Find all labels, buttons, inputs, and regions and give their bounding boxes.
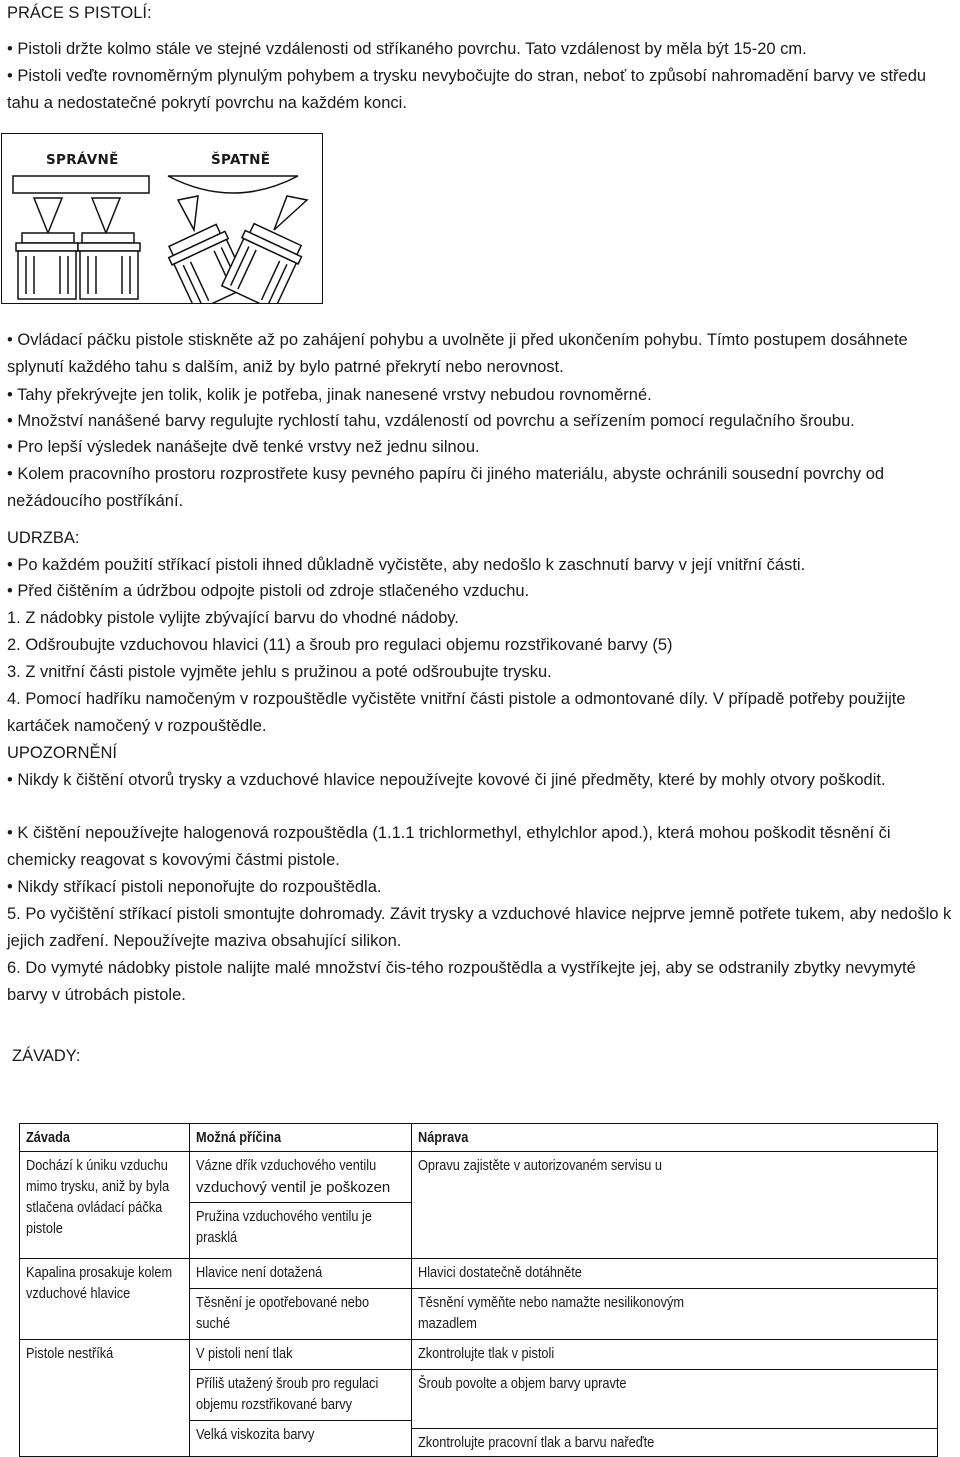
table-row — [20, 1259, 938, 1340]
spray-illustration — [2, 134, 322, 303]
intro-bullet-2: • Pistoli veďte rovnoměrným plynulým pohybem a trysku nevybočujte do stran, neboť to způsobí nahromadění barvy ve středu tahu a nedostatečné pokrytí povrchu na každém konci. — [7, 67, 927, 112]
header-remedy: Náprava — [412, 1124, 938, 1152]
row1-cause: Vázne dřík vzduchového ventilu vzduchový ventil je poškozen Pružina vzduchového ventilu je prasklá — [190, 1152, 412, 1259]
warning-1: • Nikdy k čištění otvorů trysky a vzduchové hlavice nepoužívejte kovové či jiné předměty, které by mohly otvory poškodit. — [7, 771, 886, 789]
intro-bullet-1: • Pistoli držte kolmo stále ve stejné vzdálenosti od stříkaného povrchu. Tato vzdálenost by měla být 15-20 cm. — [7, 40, 807, 58]
gun-wrong-right — [220, 221, 306, 303]
tip-1: • Ovládací páčku pistole stiskněte až po zahájení pohybu a uvolněte ji před ukončením pohybu. Tímto postupem dosáhnete splynutí každého tahu s dalším, aniž by bylo patrné překrytí nebo nerovnost. — [7, 331, 908, 376]
row3-defect: Pistole nestříká — [20, 1340, 190, 1457]
correct-label: SPRÁVNĚ — [46, 152, 119, 168]
row1-remedy: Opravu zajistěte v autorizovaném servisu u — [412, 1152, 938, 1259]
page-heading: PRÁCE S PISTOLÍ: — [7, 4, 152, 22]
header-cause: Možná příčina — [190, 1124, 412, 1152]
tip-4: • Pro lepší výsledek nanášejte dvě tenké vrstvy než jednu silnou. — [7, 438, 480, 456]
step-5: 5. Po vyčištění stříkací pistoli smontujte dohromady. Závit trysky a vzduchové hlavice nejprve jemně potřete tukem, aby nedošlo k jejich zadření. Nepoužívejte maziva obsahující silikon. — [7, 905, 952, 950]
maintenance-step-4: 4. Pomocí hadříku namočeným v rozpouštědle vyčistěte vnitřní části pistole a odmontované díly. V případě potřeby použijte kartáček namočený v rozpouštědle. — [7, 690, 906, 735]
row3-remedy: Zkontrolujte tlak v pistoli Šroub povolte a objem barvy upravte Zkontrolujte pracovní tlak a barvu nařeďte — [412, 1340, 938, 1457]
table-row — [20, 1152, 938, 1259]
defects-heading: ZÁVADY: — [12, 1047, 81, 1065]
gun-correct-left — [16, 233, 78, 299]
tip-3: • Množství nanášené barvy regulujte rychlostí tahu, vzdáleností od povrchu a seřízením pomocí regulačního šroubu. — [7, 412, 855, 430]
warning-2: • K čištění nepoužívejte halogenová rozpouštědla (1.1.1 trichlormethyl, ethylchlor apod.), která mohou poškodit těsnění či chemicky reagovat s kovovými částmi pistole. — [7, 824, 891, 869]
row2-cause: Hlavice není dotažená Těsnění je opotřebované nebo suché — [190, 1259, 412, 1340]
tip-5: • Kolem pracovního prostoru rozprostřete kusy pevného papíru či jiného materiálu, abyste ochránili sousední povrchy od nežádoucího postříkání. — [7, 465, 885, 510]
maintenance-2: • Před čištěním a údržbou odpojte pistoli od zdroje stlačeného vzduchu. — [7, 582, 530, 600]
step-6: 6. Do vymyté nádobky pistole nalijte malé množství čis-tého rozpouštědla a vystříkejte jej, aby se odstranily zbytky nevymyté barvy v útrobách pistole. — [7, 959, 916, 1004]
maintenance-step-2: 2. Odšroubujte vzduchovou hlavici (11) a šroub pro regulaci objemu rozstřikované barvy (5) — [7, 636, 673, 654]
warning-3: • Nikdy stříkací pistoli neponořujte do rozpouštědla. — [7, 878, 382, 896]
maintenance-heading: UDRZBA: — [7, 529, 80, 547]
row3-cause: V pistoli není tlak Příliš utažený šroub pro regulaci objemu rozstřikované barvy Velká viskozita barvy — [190, 1340, 412, 1457]
wrong-label: ŠPATNĚ — [211, 152, 271, 168]
defects-table — [19, 1123, 938, 1457]
table-row — [20, 1340, 938, 1457]
maintenance-1: • Po každém použití stříkací pistoli ihned důkladně vyčistěte, aby nedošlo k zaschnutí barvy v její vnitřní části. — [7, 556, 806, 574]
maintenance-step-1: 1. Z nádobky pistole vylijte zbývající barvu do vhodné nádoby. — [7, 609, 459, 627]
row2-remedy: Hlavici dostatečně dotáhněte Těsnění vyměňte nebo namažte nesilikonovým mazadlem — [412, 1259, 938, 1340]
spray-technique-figure — [1, 133, 323, 304]
table-header-row — [20, 1124, 938, 1152]
row2-defect: Kapalina prosakuje kolem vzduchové hlavice — [20, 1259, 190, 1340]
maintenance-step-3: 3. Z vnitřní části pistole vyjměte jehlu s pružinou a poté odšroubujte trysku. — [7, 663, 552, 681]
header-defect: Závada — [20, 1124, 190, 1152]
row1-defect: Dochází k úniku vzduchu mimo trysku, aniž by byla stlačena ovládací páčka pistole — [20, 1152, 190, 1259]
tip-2: • Tahy překrývejte jen tolik, kolik je potřeba, jinak nanesené vrstvy nebudou rovnoměrné. — [7, 386, 652, 404]
gun-correct-right — [78, 233, 140, 299]
warning-heading: UPOZORNĚNÍ — [7, 744, 118, 762]
